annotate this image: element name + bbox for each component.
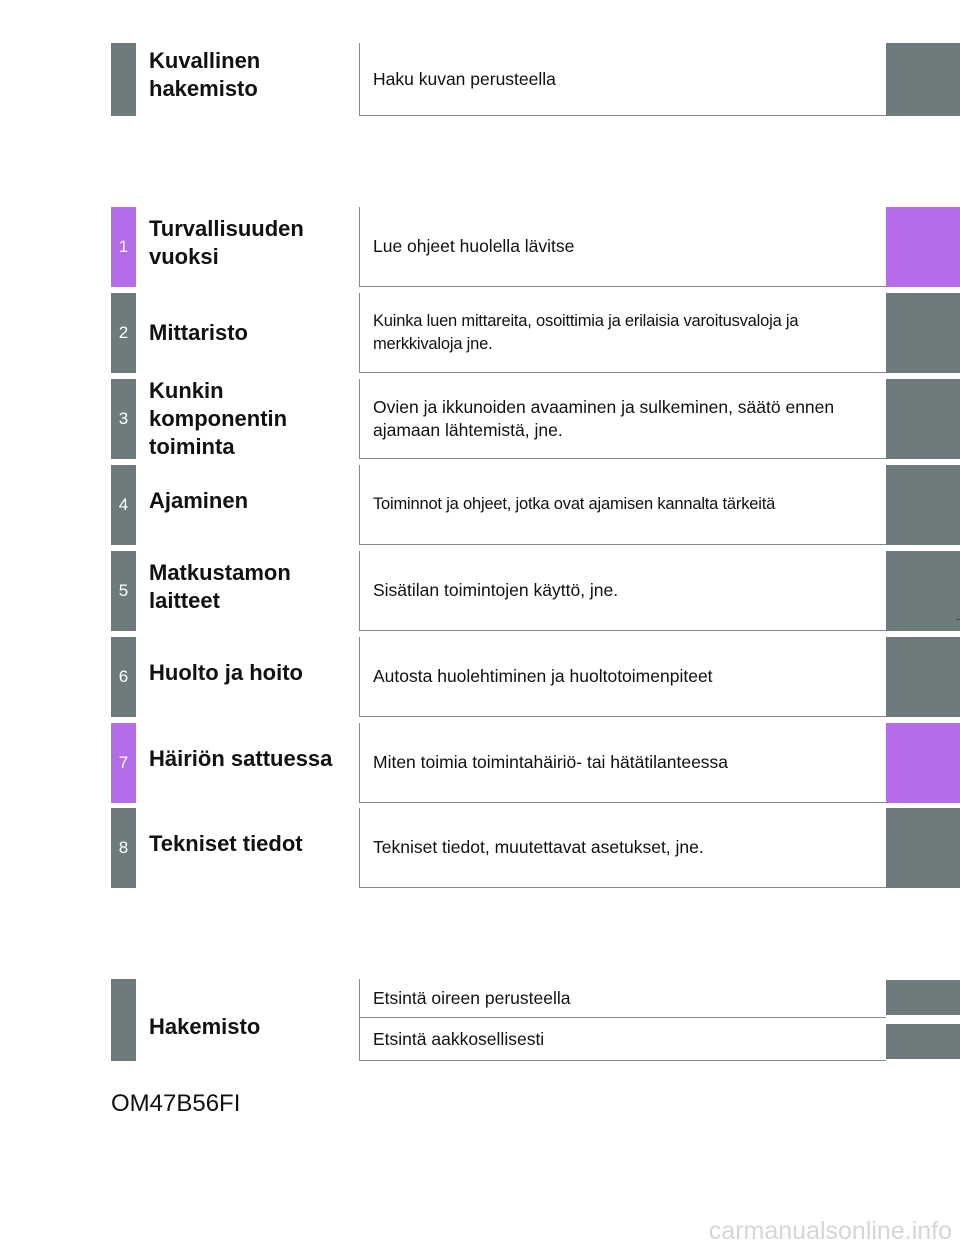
chapter-number-tab-2: 2 [111,293,136,373]
index-title: Hakemisto [149,1014,261,1039]
index-item-symptom-edge-tab [886,980,960,1015]
index-item-alphabetical-edge-tab [886,1024,960,1059]
picture-index-tab [111,43,136,116]
watermark: carmanualsonline.info [708,1217,952,1245]
chapter-description-5: Sisätilan toimintojen käyttö, jne. [359,551,886,631]
picture-index-title: Kuvallinen hakemisto [149,48,261,101]
chapter-description-6: Autosta huolehtiminen ja huoltotoimenpiteet [359,637,886,717]
picture-index-row[interactable] [111,43,960,116]
chapter-number-tab-5: 5 [111,551,136,631]
chapter-number-tab-3: 3 [111,379,136,459]
edge-marker [956,619,960,620]
chapter-row-2[interactable] [111,293,960,373]
chapter-row-5[interactable] [111,551,960,631]
chapter-title-2: Mittaristo [149,320,248,345]
chapter-title-6: Huolto ja hoito [149,660,303,685]
chapter-description-4: Toiminnot ja ohjeet, jotka ovat ajamisen kannalta tärkeitä [359,465,886,545]
chapter-description-8: Tekniset tiedot, muutettavat asetukset, jne. [359,808,886,888]
chapter-description-3: Ovien ja ikkunoiden avaaminen ja sulkeminen, säätö ennen ajamaan lähtemistä, jne. [359,379,886,459]
chapter-title-4: Ajaminen [149,488,249,513]
chapter-number-tab-7: 7 [111,723,136,803]
picture-index-edge-tab [886,43,960,116]
chapter-row-3[interactable] [111,379,960,459]
chapter-edge-tab-6 [886,637,960,717]
chapter-edge-tab-8 [886,808,960,888]
chapter-description-1: Lue ohjeet huolella lävitse [359,207,886,287]
chapter-edge-tab-2 [886,293,960,373]
chapter-title-8: Tekniset tiedot [149,831,303,856]
chapter-title-3: Kunkin komponentin toiminta [149,378,288,459]
index-item-symptom[interactable]: Etsintä oireen perusteella [359,979,886,1018]
index-item-alphabetical[interactable]: Etsintä aakkosellisesti [359,1018,886,1061]
index-tab [111,979,136,1061]
chapter-title-5: Matkustamon laitteet [149,560,291,613]
chapter-description-7: Miten toimia toimintahäiriö- tai hätätilanteessa [359,723,886,803]
manual-code: OM47B56FI [111,1090,241,1117]
chapter-row-7[interactable] [111,723,960,803]
picture-index-description: Haku kuvan perusteella [359,43,886,116]
chapter-number-tab-8: 8 [111,808,136,888]
chapter-row-1[interactable] [111,207,960,287]
chapter-edge-tab-4 [886,465,960,545]
chapter-number-tab-4: 4 [111,465,136,545]
chapter-number-tab-6: 6 [111,637,136,717]
index-row [111,979,960,1061]
chapter-row-4[interactable] [111,465,960,545]
chapter-title-1: Turvallisuuden vuoksi [149,216,304,269]
chapter-edge-tab-7 [886,723,960,803]
chapter-row-8[interactable] [111,808,960,888]
chapter-edge-tab-5 [886,551,960,631]
chapter-description-2: Kuinka luen mittareita, osoittimia ja erilaisia varoitusvaloja ja merkkivaloja jne. [359,293,886,373]
chapter-row-6[interactable] [111,637,960,717]
chapter-number-tab-1: 1 [111,207,136,287]
chapter-edge-tab-3 [886,379,960,459]
chapter-title-7: Häiriön sattuessa [149,746,333,771]
chapter-edge-tab-1 [886,207,960,287]
